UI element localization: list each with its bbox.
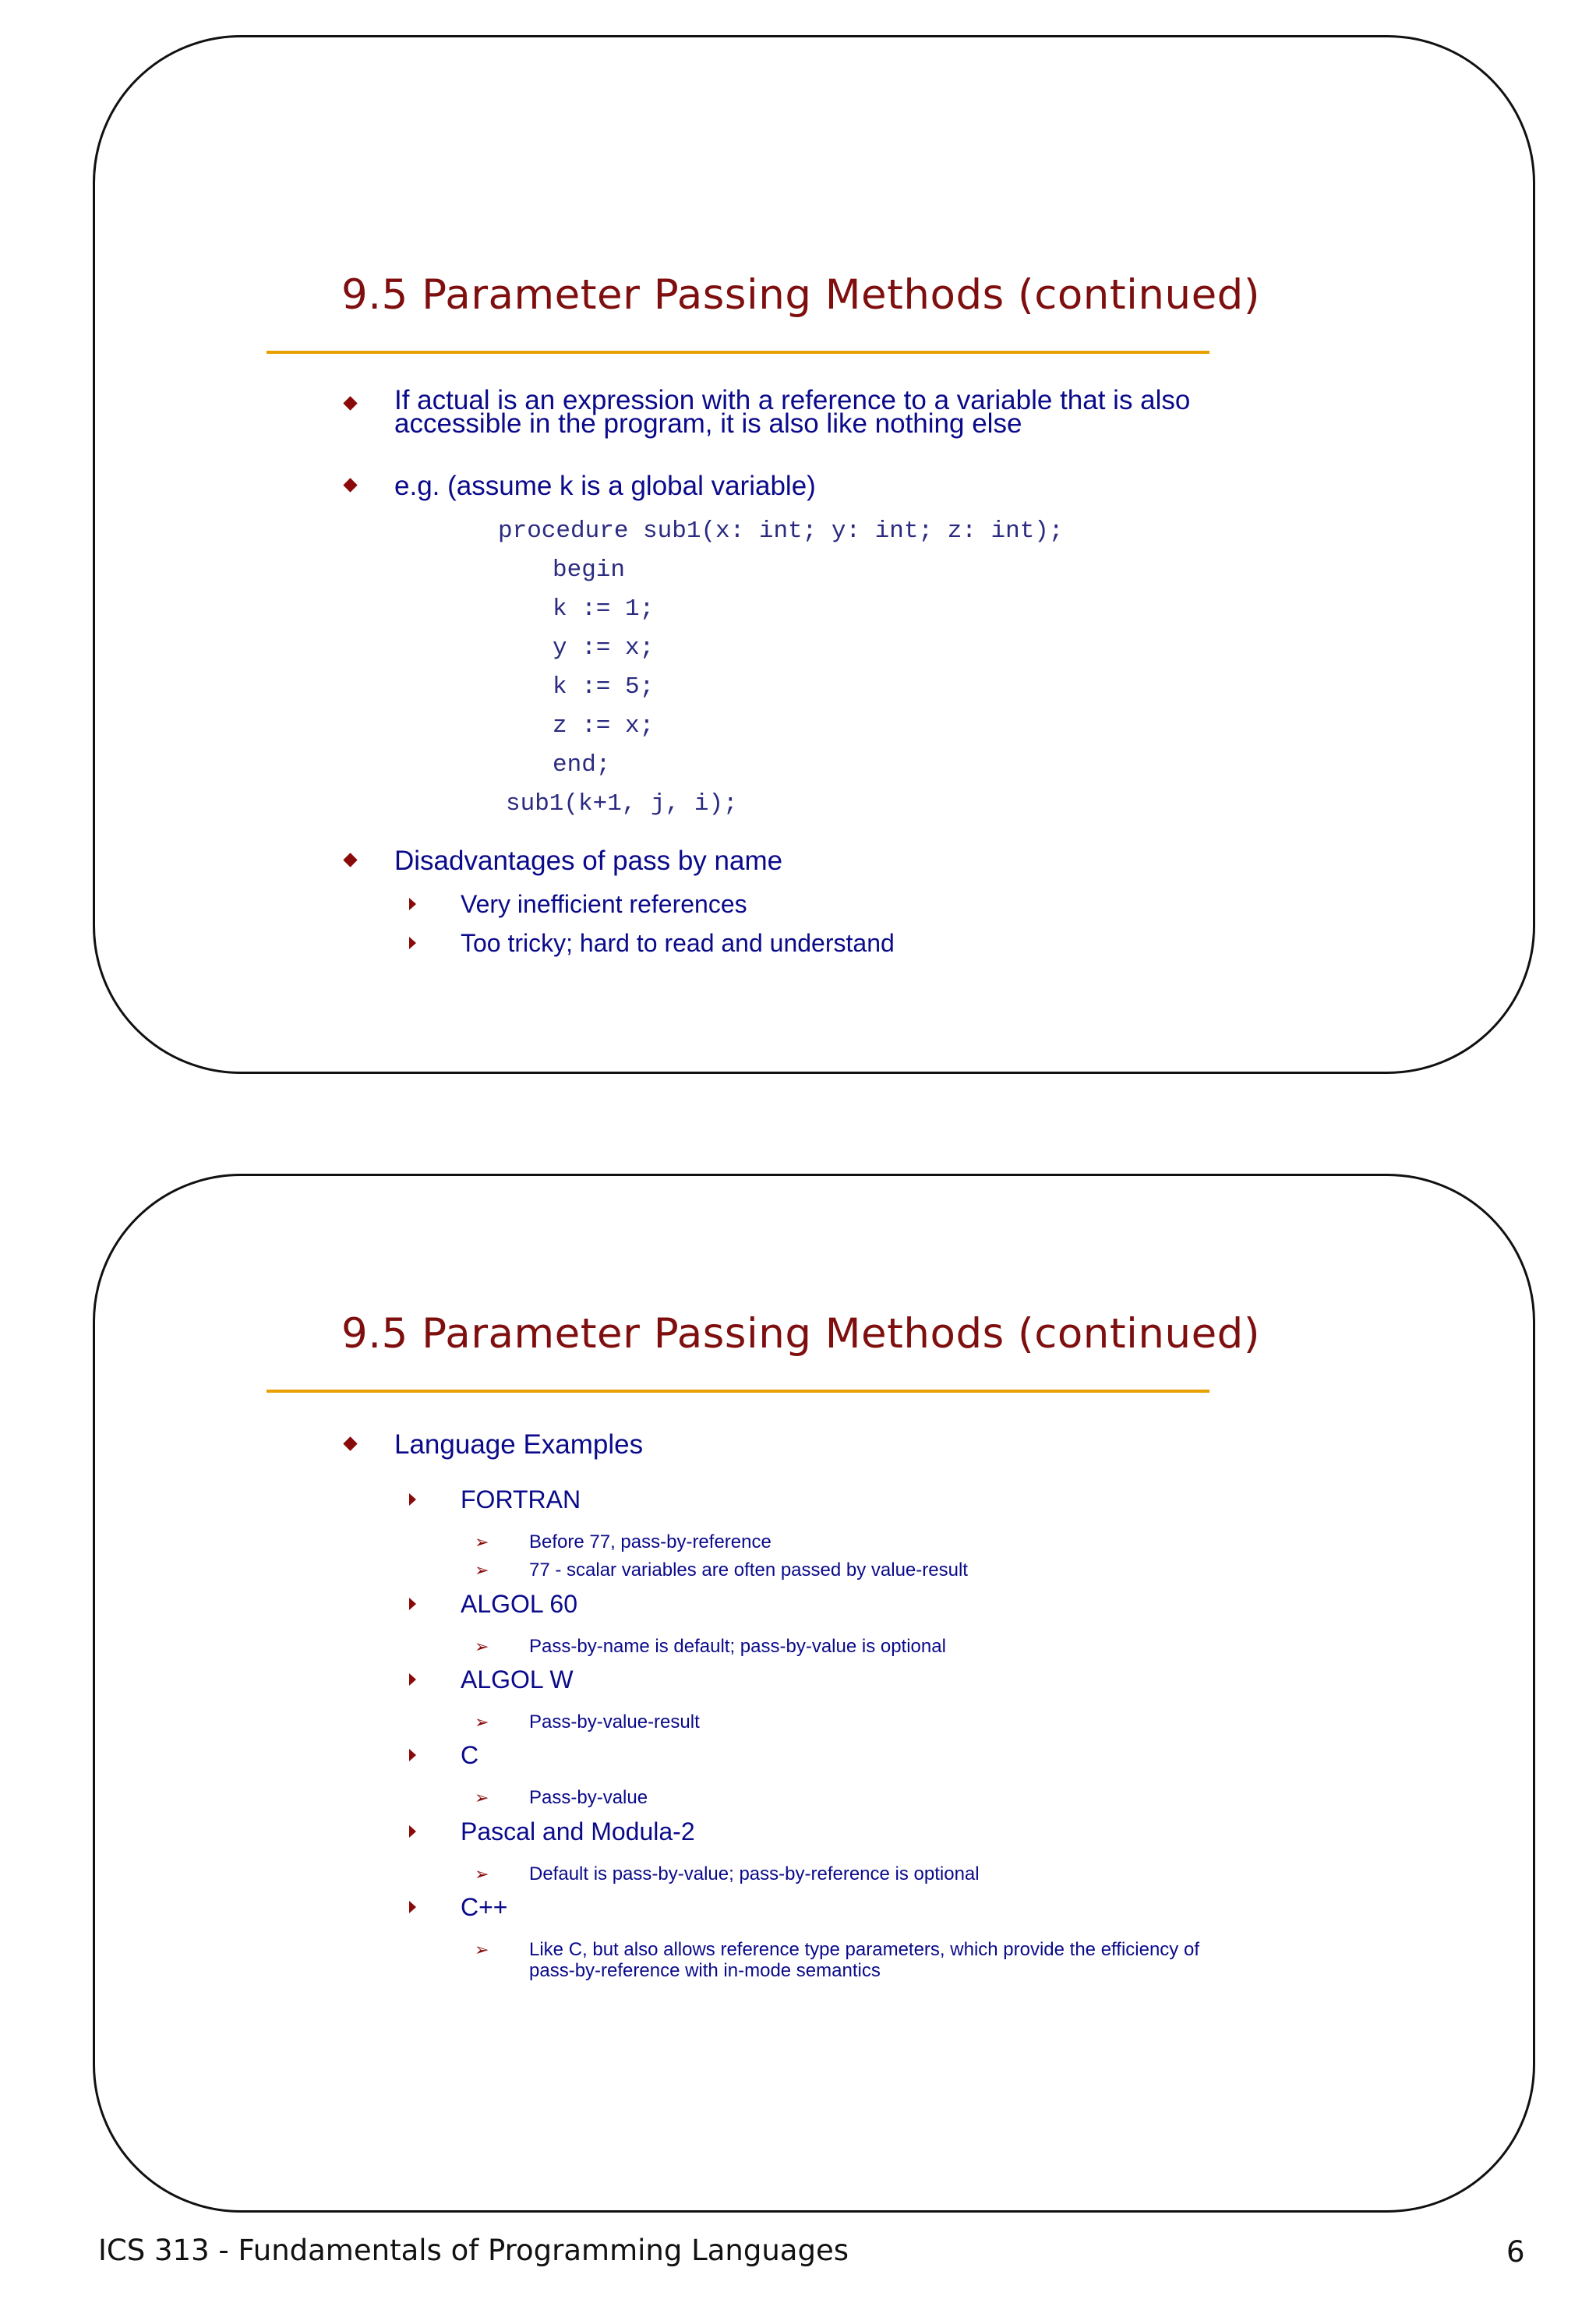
slide-title: 9.5 Parameter Passing Methods (continued): [341, 271, 1260, 319]
note-text: Pass-by-value-result: [529, 1711, 700, 1732]
language-name: Pascal and Modula-2: [461, 1817, 695, 1846]
language-name: C++: [461, 1893, 508, 1921]
diamond-bullet-icon: [343, 853, 357, 867]
note-c-1: [475, 1787, 648, 1809]
arrow-bullet-icon: [409, 1493, 416, 1506]
slide-2: [93, 1174, 1535, 2213]
diamond-bullet-icon: [343, 396, 357, 410]
language-cpp: [461, 1893, 507, 1922]
diamond-bullet-icon: [343, 1436, 357, 1450]
bullet-example: [394, 471, 816, 502]
footer-course-title: ICS 313 - Fundamentals of Programming Languages: [98, 2234, 849, 2267]
arrow-bullet-icon: [409, 898, 416, 910]
note-text-line-2: pass-by-reference with in-mode semantics: [529, 1960, 881, 1981]
sub-bullet-text: Too tricky; hard to read and understand: [461, 929, 895, 957]
bullet-text-line-1: If actual is an expression with a reference to a variable that is also: [394, 385, 1191, 415]
diamond-bullet-icon: [343, 478, 357, 492]
code-line-2: begin: [553, 556, 626, 584]
note-text: Pass-by-name is default; pass-by-value is optional: [529, 1636, 946, 1657]
language-name: ALGOL 60: [461, 1590, 578, 1618]
bullet-text: Disadvantages of pass by name: [394, 846, 783, 876]
sub-bullet-2: [461, 929, 895, 958]
code-line-3: k := 1;: [553, 595, 655, 623]
language-fortran: [461, 1485, 581, 1514]
note-text: Pass-by-value: [529, 1787, 648, 1808]
arrow-bullet-icon: [409, 1749, 416, 1761]
note-text-line-1: Like C, but also allows reference type parameters, which provide the efficiency of: [529, 1939, 1199, 1960]
arrow-bullet-icon: [409, 1673, 416, 1686]
language-name: FORTRAN: [461, 1485, 581, 1514]
code-line-1: procedure sub1(x: int; y: int; z: int);: [498, 517, 1064, 545]
note-text: Before 77, pass-by-reference: [529, 1531, 772, 1552]
chevron-bullet-icon: ➢: [475, 1560, 489, 1580]
title-divider: [267, 1390, 1209, 1393]
bullet-text: Language Examples: [394, 1429, 644, 1460]
bullet-text-line-2: accessible in the program, it is also like nothing else: [394, 408, 1022, 439]
arrow-bullet-icon: [409, 1825, 416, 1838]
slide-title: 9.5 Parameter Passing Methods (continued): [341, 1310, 1260, 1358]
note-algol60-1: [475, 1636, 946, 1658]
sub-bullet-text: Very inefficient references: [461, 890, 747, 918]
bullet-text: e.g. (assume k is a global variable): [394, 471, 816, 501]
note-pascal-1: [475, 1863, 980, 1885]
note-fortran-1: [475, 1531, 772, 1553]
language-name: C: [461, 1741, 479, 1769]
chevron-bullet-icon: ➢: [475, 1788, 489, 1807]
code-line-8: sub1(k+1, j, i);: [506, 790, 738, 818]
chevron-bullet-icon: ➢: [475, 1864, 489, 1884]
language-name: ALGOL W: [461, 1665, 574, 1694]
language-pascal: [461, 1817, 695, 1846]
chevron-bullet-icon: ➢: [475, 1637, 489, 1656]
code-line-6: z := x;: [553, 712, 655, 740]
bullet-disadvantages: [394, 846, 782, 877]
note-algolw-1: [475, 1711, 700, 1733]
arrow-bullet-icon: [409, 937, 416, 949]
arrow-bullet-icon: [409, 1901, 416, 1913]
page-number: 6: [1506, 2235, 1525, 2269]
chevron-bullet-icon: ➢: [475, 1532, 489, 1552]
code-line-5: k := 5;: [553, 673, 655, 701]
sub-bullet-1: [461, 890, 747, 919]
bullet-actual-expression: [394, 385, 1191, 439]
arrow-bullet-icon: [409, 1598, 416, 1610]
bullet-language-examples: [394, 1429, 643, 1461]
language-algolw: [461, 1665, 574, 1694]
chevron-bullet-icon: ➢: [475, 1712, 489, 1732]
title-divider: [267, 351, 1209, 354]
slide-1: [93, 35, 1535, 1074]
chevron-bullet-icon: ➢: [475, 1940, 489, 1959]
code-line-7: end;: [553, 751, 611, 779]
language-algol60: [461, 1590, 577, 1619]
note-text: Default is pass-by-value; pass-by-reference is optional: [529, 1863, 980, 1884]
note-cpp-1: [475, 1939, 1199, 1981]
note-fortran-2: [475, 1559, 968, 1581]
language-c: [461, 1741, 478, 1770]
note-text: 77 - scalar variables are often passed by value-result: [529, 1559, 968, 1581]
code-line-4: y := x;: [553, 634, 655, 662]
